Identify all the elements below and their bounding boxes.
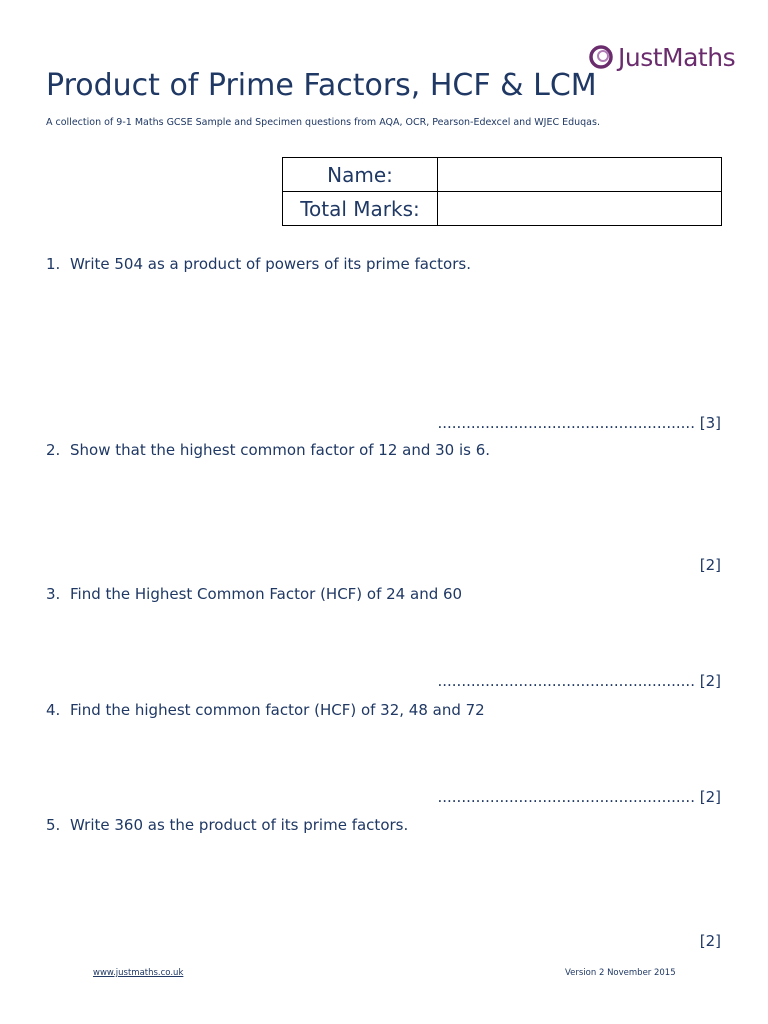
question-text: Write 504 as a product of powers of its prime factors. — [70, 255, 471, 273]
student-info-table — [282, 157, 722, 226]
logo-swirl-icon — [588, 44, 614, 70]
question-number: 4. — [46, 701, 61, 719]
question-marks: [2] — [699, 672, 721, 690]
name-label: Name: — [283, 158, 438, 192]
answer-dots: ...................................................... — [437, 788, 695, 806]
page-title: Product of Prime Factors, HCF & LCM — [46, 68, 597, 103]
question-number: 3. — [46, 585, 61, 603]
total-marks-row — [283, 192, 722, 226]
answer-dots: ...................................................... — [437, 672, 695, 690]
question-marks: [2] — [699, 788, 721, 806]
footer-website-link[interactable]: www.justmaths.co.uk — [93, 968, 184, 978]
question-1 — [46, 255, 471, 273]
question-text: Show that the highest common factor of 12 and 30 is 6. — [70, 441, 491, 459]
question-text: Write 360 as the product of its prime factors. — [70, 816, 409, 834]
question-text: Find the Highest Common Factor (HCF) of 24 and 60 — [70, 585, 463, 603]
logo-text: JustMaths — [618, 42, 736, 72]
answer-dots: ...................................................... — [437, 414, 695, 432]
question-number: 1. — [46, 255, 61, 273]
name-row — [283, 158, 722, 192]
question-marks: [2] — [699, 932, 721, 950]
total-marks-field[interactable] — [438, 192, 722, 226]
answer-line-3 — [437, 672, 721, 690]
answer-line-2 — [700, 556, 721, 574]
question-5 — [46, 816, 408, 834]
question-marks: [3] — [699, 414, 721, 432]
question-marks: [2] — [699, 556, 721, 574]
question-text: Find the highest common factor (HCF) of 32, 48 and 72 — [70, 701, 485, 719]
question-number: 2. — [46, 441, 61, 459]
footer-version: Version 2 November 2015 — [565, 968, 676, 978]
name-field[interactable] — [438, 158, 722, 192]
question-4 — [46, 701, 485, 719]
answer-line-5 — [700, 932, 721, 950]
answer-line-4 — [437, 788, 721, 806]
page-subtitle: A collection of 9-1 Maths GCSE Sample and Specimen questions from AQA, OCR, Pearson-Edexcel and WJEC Eduqas. — [46, 117, 600, 128]
justmaths-logo — [588, 40, 735, 74]
answer-line-1 — [437, 414, 721, 432]
question-number: 5. — [46, 816, 61, 834]
question-2 — [46, 441, 490, 459]
total-marks-label: Total Marks: — [283, 192, 438, 226]
question-3 — [46, 585, 462, 603]
